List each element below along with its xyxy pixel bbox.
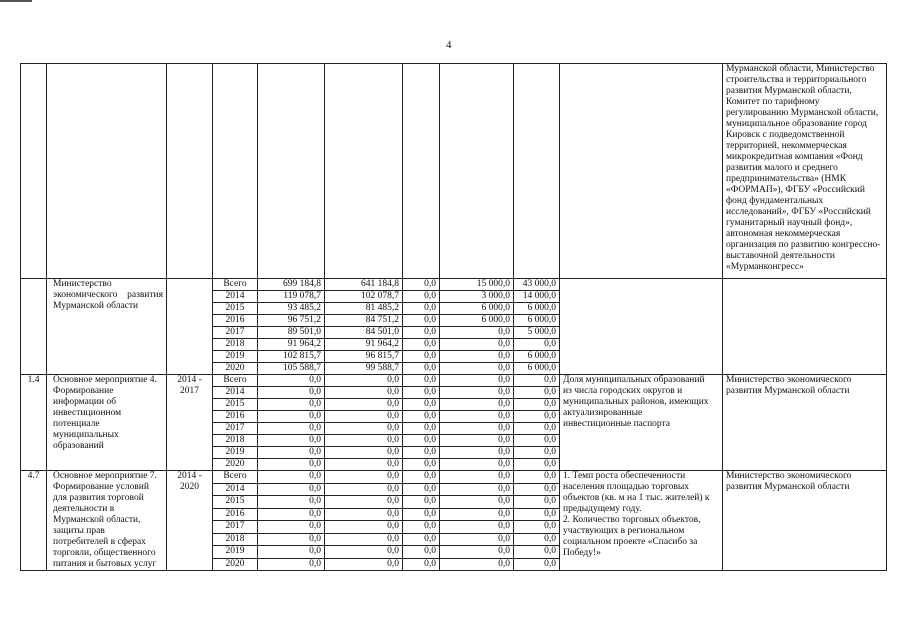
- text-line: автономная некоммерческая: [726, 229, 841, 239]
- amount-cell: 0,0: [514, 399, 560, 411]
- text-line: питания и бытовых услуг: [53, 559, 157, 569]
- amount-cell: 91 964,2: [325, 339, 403, 351]
- year-cell: 2020: [213, 363, 258, 375]
- text-line: торговли, общественного: [53, 548, 156, 558]
- amount-cell: 0,0: [440, 375, 514, 387]
- item-code-cell: [21, 279, 47, 375]
- amount-cell: 0,0: [325, 471, 403, 484]
- text-line: Доля муниципальных образований: [563, 375, 705, 385]
- text-line: инвестиционные паспорта: [563, 419, 671, 429]
- indicator-cell: [560, 279, 723, 375]
- amount-cell: 84 501,0: [325, 327, 403, 339]
- text-line: Министерство экономического: [726, 375, 852, 385]
- amount-cell: 0,0: [403, 351, 440, 363]
- indicator-cell: [560, 471, 723, 571]
- amount-cell: 0,0: [440, 546, 514, 559]
- amount-cell: 0,0: [325, 508, 403, 521]
- text-line: предыдущему году.: [563, 504, 642, 514]
- amount-cell: 0,0: [403, 411, 440, 423]
- amount-cell: 96 751,2: [258, 315, 325, 327]
- amount-cell: 93 485,2: [258, 303, 325, 315]
- amount-cell: 99 588,7: [325, 363, 403, 375]
- amount-cell: 0,0: [440, 423, 514, 435]
- amount-cell: 3 000,0: [440, 291, 514, 303]
- text-line: развития Мурманской области,: [726, 86, 852, 96]
- amount-cell: 6 000,0: [514, 303, 560, 315]
- amount-cell: 0,0: [325, 387, 403, 399]
- year-cell: Всего: [213, 471, 258, 484]
- amount-cell: 0,0: [258, 435, 325, 447]
- executor-cell: [723, 471, 887, 571]
- text-line: 2014 -: [177, 471, 202, 481]
- year-cell: 2014: [213, 291, 258, 303]
- amount-cell: 119 078,7: [258, 291, 325, 303]
- amount-cell: 699 184,8: [258, 279, 325, 291]
- amount-cell: 0,0: [514, 387, 560, 399]
- amount-cell: 0,0: [514, 533, 560, 546]
- amount-cell: 0,0: [325, 411, 403, 423]
- amount-cell: 0,0: [258, 558, 325, 571]
- period-cell: [167, 279, 213, 375]
- amount-cell: 0,0: [514, 459, 560, 471]
- text-line: микрокредитная компания «Фонд: [726, 152, 863, 162]
- text-line: исследований», ФГБУ «Российский: [726, 207, 871, 217]
- year-cell: 2017: [213, 327, 258, 339]
- amount-cell: 0,0: [258, 375, 325, 387]
- text-line: Формирование условий: [53, 482, 149, 492]
- amount-cell: 0,0: [440, 411, 514, 423]
- amount-cell: 0,0: [325, 558, 403, 571]
- text-line: для развития торговой: [53, 493, 144, 503]
- text-line: организация по развитию конгрессно-: [726, 240, 881, 250]
- year-cell: 2019: [213, 447, 258, 459]
- amount-cell: 0,0: [403, 533, 440, 546]
- year-cell: 2019: [213, 546, 258, 559]
- amount-cell: 0,0: [258, 387, 325, 399]
- amount-cell: 641 184,8: [325, 279, 403, 291]
- amount-cell: 0,0: [258, 496, 325, 509]
- amount-cell: 0,0: [258, 411, 325, 423]
- amount-cell: 0,0: [440, 387, 514, 399]
- amount-cell: 0,0: [440, 496, 514, 509]
- amount-cell: 0,0: [403, 399, 440, 411]
- amount-cell: 0,0: [403, 303, 440, 315]
- text-line: Победу!»: [563, 548, 601, 558]
- amount-cell: 102 078,7: [325, 291, 403, 303]
- amount-cell: 0,0: [440, 483, 514, 496]
- amount-cell: 0,0: [403, 459, 440, 471]
- table-row: [21, 375, 887, 387]
- text-line: развития Мурманской области: [726, 386, 850, 396]
- amount-cell: 0,0: [403, 558, 440, 571]
- amount-cell: 0,0: [403, 521, 440, 534]
- text-line: деятельности в: [53, 504, 115, 514]
- amount-cell: 0,0: [403, 291, 440, 303]
- text-line: «Мурманконгресс»: [726, 262, 804, 272]
- text-line: образований: [53, 441, 104, 451]
- page-number: 4: [446, 39, 452, 51]
- amount-cell: 6 000,0: [514, 351, 560, 363]
- amount-cell: 0,0: [440, 399, 514, 411]
- text-line: Мурманской области: [53, 301, 139, 311]
- continuation-row: [21, 64, 887, 279]
- amount-cell: 96 815,7: [325, 351, 403, 363]
- amount-cell: 0,0: [403, 363, 440, 375]
- year-cell: 2016: [213, 315, 258, 327]
- year-cell: Всего: [213, 279, 258, 291]
- text-line: Мурманской области, Министерство: [726, 64, 875, 74]
- text-line: 2020: [180, 482, 199, 492]
- amount-cell: 6 000,0: [440, 303, 514, 315]
- text-line: 2. Количество торговых объектов,: [563, 515, 701, 525]
- amount-cell: 0,0: [440, 521, 514, 534]
- amount-cell: 0,0: [514, 521, 560, 534]
- amount-cell: 81 485,2: [325, 303, 403, 315]
- year-cell: 2017: [213, 423, 258, 435]
- table-row: [21, 279, 887, 291]
- amount-cell: 0,0: [440, 459, 514, 471]
- executor-cell: [723, 375, 887, 471]
- text-line: Кировск с подведомственной: [726, 130, 845, 140]
- amount-cell: 0,0: [514, 496, 560, 509]
- year-cell: 2016: [213, 508, 258, 521]
- amount-cell: 14 000,0: [514, 291, 560, 303]
- executor-cell: [723, 64, 887, 279]
- amount-cell: 0,0: [258, 508, 325, 521]
- text-line: предпринимательства» (НМК: [726, 174, 847, 184]
- amount-cell: 0,0: [258, 546, 325, 559]
- amount-cell: 0,0: [403, 375, 440, 387]
- year-cell: 2017: [213, 521, 258, 534]
- amount-cell: 102 815,7: [258, 351, 325, 363]
- amount-cell: 0,0: [258, 459, 325, 471]
- text-line: выставочной деятельности: [726, 251, 835, 261]
- amount-cell: 0,0: [403, 447, 440, 459]
- table-row: [21, 471, 887, 484]
- executor-cell: [723, 279, 887, 375]
- text-line: Мурманской области,: [53, 515, 141, 525]
- amount-cell: 5 000,0: [514, 327, 560, 339]
- amount-cell: 0,0: [258, 447, 325, 459]
- text-line: потребителей в сферах: [53, 537, 146, 547]
- table-body: [21, 64, 887, 571]
- year-cell: 2018: [213, 339, 258, 351]
- year-cell: 2016: [213, 411, 258, 423]
- amount-cell: 0,0: [325, 399, 403, 411]
- text-line: из числа городских округов и: [563, 386, 683, 396]
- amount-cell: 0,0: [325, 546, 403, 559]
- year-cell: 2014: [213, 483, 258, 496]
- amount-cell: 0,0: [258, 521, 325, 534]
- amount-cell: 0,0: [403, 423, 440, 435]
- text-line: развития малого и среднего: [726, 163, 838, 173]
- activity-name-cell: [47, 279, 167, 375]
- scan-edge-mark: [0, 0, 32, 2]
- amount-cell: 0,0: [258, 423, 325, 435]
- period-cell: [167, 471, 213, 571]
- amount-cell: 0,0: [258, 471, 325, 484]
- item-code-cell: 4.7: [21, 471, 47, 571]
- activity-name-cell: [47, 471, 167, 571]
- text-line: Основное мероприятие 7.: [53, 471, 157, 481]
- amount-cell: 0,0: [403, 339, 440, 351]
- text-line: Комитет по тарифному: [726, 97, 820, 107]
- amount-cell: 0,0: [403, 327, 440, 339]
- year-cell: 2018: [213, 435, 258, 447]
- amount-cell: 0,0: [325, 533, 403, 546]
- text-line: Основное мероприятие 4.: [53, 375, 157, 385]
- text-line: 2014 -: [177, 375, 202, 385]
- year-cell: 2015: [213, 399, 258, 411]
- text-line: 2017: [180, 386, 199, 396]
- amount-cell: 0,0: [440, 471, 514, 484]
- period-cell: [167, 375, 213, 471]
- text-line: фонд фундаментальных: [726, 196, 824, 206]
- amount-cell: 0,0: [325, 435, 403, 447]
- amount-cell: 0,0: [514, 558, 560, 571]
- amount-cell: 0,0: [514, 423, 560, 435]
- text-line: развития Мурманской области: [726, 482, 850, 492]
- year-cell: 2019: [213, 351, 258, 363]
- year-cell: 2020: [213, 558, 258, 571]
- amount-cell: 0,0: [514, 546, 560, 559]
- text-line: Министерство экономического: [726, 471, 852, 481]
- text-line: защиты прав: [53, 526, 105, 536]
- amount-cell: 0,0: [403, 508, 440, 521]
- amount-cell: 84 751,2: [325, 315, 403, 327]
- amount-cell: 0,0: [403, 546, 440, 559]
- year-cell: 2018: [213, 533, 258, 546]
- amount-cell: 0,0: [440, 327, 514, 339]
- amount-cell: 91 964,2: [258, 339, 325, 351]
- amount-cell: 0,0: [514, 339, 560, 351]
- amount-cell: 0,0: [514, 411, 560, 423]
- amount-cell: 0,0: [403, 279, 440, 291]
- amount-cell: 0,0: [514, 447, 560, 459]
- amount-cell: 0,0: [403, 483, 440, 496]
- amount-cell: 0,0: [514, 508, 560, 521]
- text-line: Формирование: [53, 386, 114, 396]
- text-line: 1. Темп роста обеспеченности: [563, 471, 686, 481]
- year-cell: 2014: [213, 387, 258, 399]
- amount-cell: 0,0: [258, 533, 325, 546]
- amount-cell: 89 501,0: [258, 327, 325, 339]
- program-table: [20, 63, 887, 571]
- amount-cell: 0,0: [325, 447, 403, 459]
- text-line: муниципальных районов, имеющих: [563, 397, 709, 407]
- text-line: гуманитарный научный фонд»,: [726, 218, 853, 228]
- item-code-cell: 1.4: [21, 375, 47, 471]
- amount-cell: 0,0: [514, 435, 560, 447]
- amount-cell: 0,0: [514, 375, 560, 387]
- amount-cell: 0,0: [440, 447, 514, 459]
- text-line: населения площадью торговых: [563, 482, 690, 492]
- text-line: потенциале: [53, 419, 100, 429]
- amount-cell: 0,0: [440, 508, 514, 521]
- amount-cell: 0,0: [403, 471, 440, 484]
- amount-cell: 0,0: [440, 363, 514, 375]
- year-cell: 2015: [213, 303, 258, 315]
- text-line: инвестиционном: [53, 408, 122, 418]
- amount-cell: 0,0: [325, 459, 403, 471]
- amount-cell: 0,0: [325, 483, 403, 496]
- text-line: объектов (кв. м на 1 тыс. жителей) к: [563, 493, 710, 503]
- text-line: экономического развития: [53, 290, 163, 300]
- amount-cell: 0,0: [403, 387, 440, 399]
- amount-cell: 0,0: [403, 315, 440, 327]
- text-line: актуализированные: [563, 408, 643, 418]
- amount-cell: 0,0: [258, 399, 325, 411]
- text-line: территорией, некоммерческая: [726, 141, 847, 151]
- text-line: участвующих в региональном: [563, 526, 685, 536]
- amount-cell: 0,0: [325, 521, 403, 534]
- amount-cell: 0,0: [403, 496, 440, 509]
- amount-cell: 0,0: [325, 423, 403, 435]
- amount-cell: 6 000,0: [514, 315, 560, 327]
- activity-name-cell: [47, 375, 167, 471]
- year-cell: Всего: [213, 375, 258, 387]
- amount-cell: 15 000,0: [440, 279, 514, 291]
- amount-cell: 0,0: [325, 375, 403, 387]
- amount-cell: 0,0: [440, 339, 514, 351]
- year-cell: 2015: [213, 496, 258, 509]
- text-line: социальном проекте «Спасибо за: [563, 537, 698, 547]
- amount-cell: 6 000,0: [440, 315, 514, 327]
- text-line: муниципальных: [53, 430, 119, 440]
- amount-cell: 105 588,7: [258, 363, 325, 375]
- amount-cell: 0,0: [440, 533, 514, 546]
- amount-cell: 6 000,0: [514, 363, 560, 375]
- amount-cell: 43 000,0: [514, 279, 560, 291]
- amount-cell: 0,0: [325, 496, 403, 509]
- amount-cell: 0,0: [514, 471, 560, 484]
- amount-cell: 0,0: [403, 435, 440, 447]
- amount-cell: 0,0: [440, 351, 514, 363]
- text-line: муниципальное образование город: [726, 119, 867, 129]
- text-line: строительства и территориального: [726, 75, 867, 85]
- amount-cell: 0,0: [440, 435, 514, 447]
- amount-cell: 0,0: [440, 558, 514, 571]
- amount-cell: 0,0: [258, 483, 325, 496]
- text-line: информации об: [53, 397, 117, 407]
- amount-cell: 0,0: [514, 483, 560, 496]
- text-line: «ФОРМАП»), ФГБУ «Российский: [726, 185, 865, 195]
- year-cell: 2020: [213, 459, 258, 471]
- indicator-cell: [560, 375, 723, 471]
- text-line: Министерство: [53, 279, 112, 289]
- text-line: регулированию Мурманской области,: [726, 108, 879, 118]
